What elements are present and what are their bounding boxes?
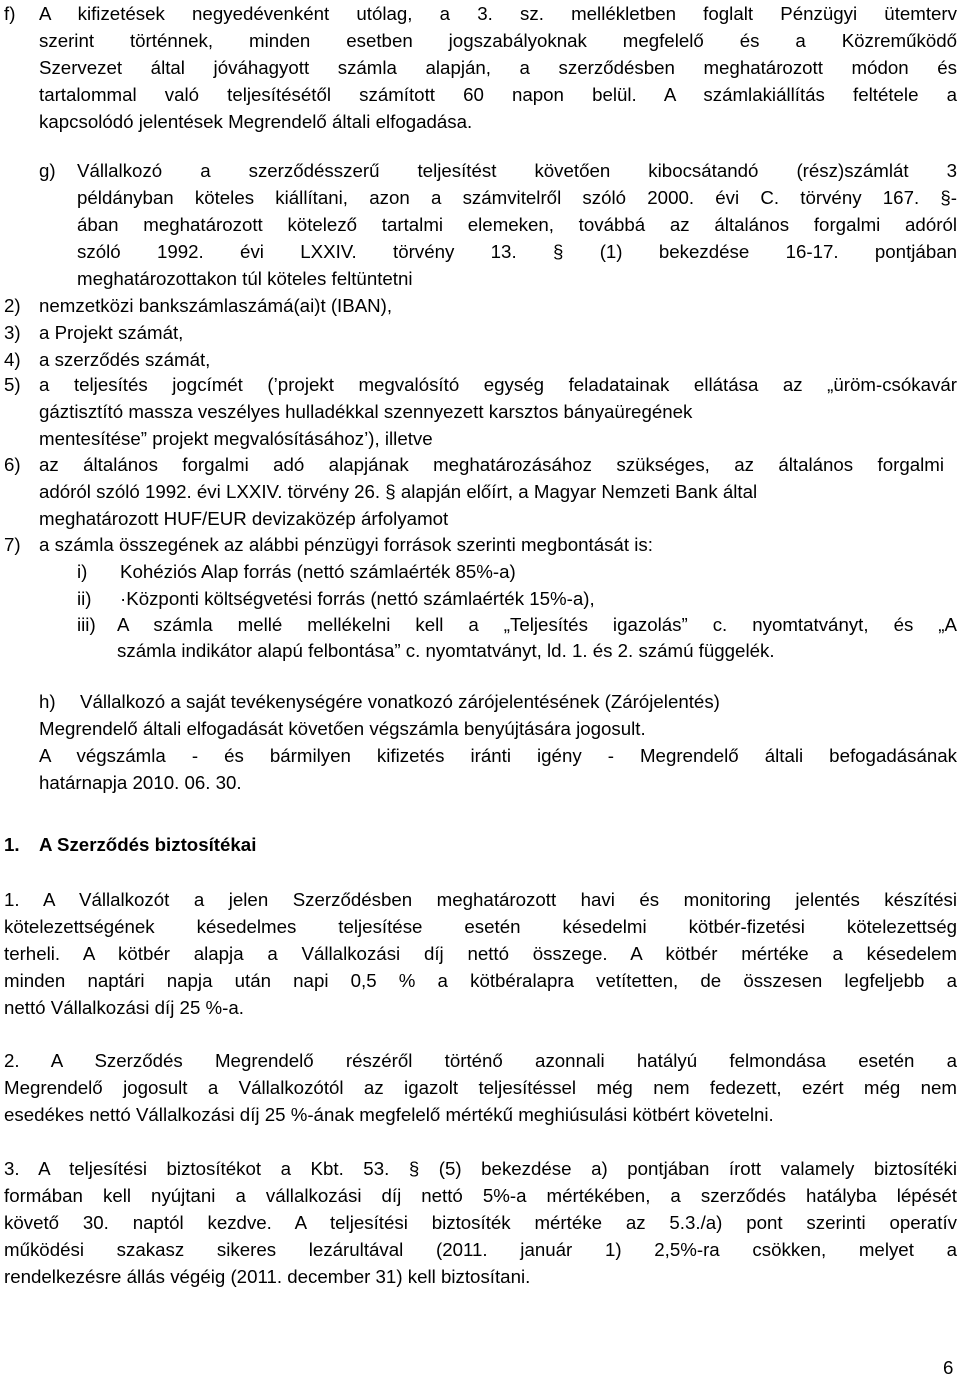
list-item: meghatározott HUF/EUR devizaközép árfolyamot	[39, 508, 449, 529]
text-line: rendelkezésre állás végéig (2011. december 31) kell biztosítani.	[4, 1266, 531, 1287]
list-item: A számla mellé mellékelni kell a „Teljesítés igazolás” c. nyomtatványt, és „A	[117, 614, 957, 635]
text-line: követő 30. naptól kezdve. A teljesítési biztosíték mértéke az 5.3./a) pont szerinti operatív	[4, 1212, 957, 1233]
list-item: a szerződés számát,	[39, 349, 211, 370]
text-line: Szervezet által jóváhagyott számla alapján, a szerződésben meghatározott módon és	[39, 57, 957, 78]
text-line: szóló 1992. évi LXXIV. törvény 13. § (1) bekezdése 16-17. pontjában	[77, 241, 957, 262]
text-line: működési szakasz sikeres lezárultával (2011. január 1) 2,5%-ra csökken, melyet a	[4, 1239, 957, 1260]
list-item: ·Központi költségvetési forrás (nettó számlaérték 15%-a),	[120, 588, 595, 609]
list-number: 7)	[4, 534, 21, 555]
list-number: 2)	[4, 295, 21, 316]
item-g-label: g)	[39, 160, 56, 181]
text-line: 1. A Vállalkozót a jelen Szerződésben meghatározott havi és monitoring jelentés készítési	[4, 889, 957, 910]
text-line: A végszámla - és bármilyen kifizetés iránti igény - Megrendelő általi befogadásának	[39, 745, 957, 766]
list-item: gáztisztító massza veszélyes hulladékkal szennyezett karsztos bányaüregének	[39, 401, 693, 422]
text-line: minden naptári napja után napi 0,5 % a kötbéralapra vetítetten, de összesen legfeljebb a	[4, 970, 957, 991]
text-line: formában kell nyújtani a vállalkozási díj nettó 5%-a mértékében, a szerződés hatályba lépését	[4, 1185, 957, 1206]
list-number: i)	[77, 561, 88, 582]
item-f-label: f)	[4, 3, 16, 24]
page-number: 6	[943, 1357, 954, 1378]
list-item: a számla összegének az alábbi pénzügyi források szerinti megbontását is:	[39, 534, 653, 555]
text-line: kapcsolódó jelentések Megrendelő általi elfogadása.	[39, 111, 473, 132]
text-line: nettó Vállalkozási díj 25 %-a.	[4, 997, 244, 1018]
text-line: esedékes nettó Vállalkozási díj 25 %-ának megfelelő mértékű meghiúsulási kötbért követelni.	[4, 1104, 774, 1125]
list-number: ii)	[77, 588, 92, 609]
list-item: mentesítése” projekt megvalósításához’), illetve	[39, 428, 433, 449]
text-line: 3. A teljesítési biztosítékot a Kbt. 53. § (5) bekezdése a) pontjában írott valamely biztosítéki	[4, 1158, 957, 1179]
text-line: Megrendelő jogosult a Vállalkozótól az igazolt teljesítéssel még nem fedezett, ezért még nem	[4, 1077, 957, 1098]
list-item: nemzetközi bankszámlaszámá(ai)t (IBAN),	[39, 295, 393, 316]
text-line: 2. A Szerződés Megrendelő részéről történő azonnali hatályú felmondása esetén a	[4, 1050, 957, 1071]
list-number: 3)	[4, 322, 21, 343]
item-h-label: h)	[39, 691, 56, 712]
text-line: Vállalkozó a szerződésszerű teljesítést követően kibocsátandó (rész)számlát 3	[77, 160, 957, 181]
text-line: Megrendelő általi elfogadását követően végszámla benyújtására jogosult.	[39, 718, 646, 739]
list-number: iii)	[77, 614, 96, 635]
text-line: példányban köteles kiállítani, azon a számvitelről szóló 2000. évi C. törvény 167. §-	[77, 187, 957, 208]
text-line: tartalommal való teljesítésétől számított 60 napon belül. A számlakiállítás feltétele a	[39, 84, 957, 105]
list-item: Kohéziós Alap forrás (nettó számlaérték 85%-a)	[120, 561, 516, 582]
text-line: terheli. A kötbér alapja a Vállalkozási díj nettó összege. A kötbér mértéke a késedelem	[4, 943, 957, 964]
text-line: Vállalkozó a saját tevékenységére vonatkozó zárójelentésének (Zárójelentés)	[80, 691, 720, 712]
text-line: ában meghatározott kötelező tartalmi elemeken, továbbá az általános forgalmi adóról	[77, 214, 957, 235]
list-item: adóról szóló 1992. évi LXXIV. törvény 26. § alapján előírt, a Magyar Nemzeti Bank által	[39, 481, 758, 502]
list-item: az általános forgalmi adó alapjának meghatározásához szükséges, az általános forgalmi	[39, 454, 944, 475]
text-line: kötelezettségének késedelmes teljesítése esetén késedelmi kötbér-fizetési kötelezettség	[4, 916, 957, 937]
list-number: 5)	[4, 374, 21, 395]
list-item: a teljesítés jogcímét (’projekt megvalósító egység feladatainak ellátása az „üröm-csókavár	[39, 374, 957, 395]
text-line: szerint történnek, minden esetben jogszabályoknak megfelelő és a Közreműködő	[39, 30, 957, 51]
text-line: meghatározottakon túl köteles feltüntetni	[77, 268, 413, 289]
section-title: A Szerződés biztosítékai	[39, 834, 257, 855]
list-item: számla indikátor alapú felbontása” c. nyomtatványt, ld. 1. és 2. számú függelék.	[117, 640, 775, 661]
list-number: 4)	[4, 349, 21, 370]
list-number: 6)	[4, 454, 21, 475]
section-number: 1.	[4, 834, 20, 855]
text-line: határnapja 2010. 06. 30.	[39, 772, 242, 793]
list-item: a Projekt számát,	[39, 322, 184, 343]
text-line: A kifizetések negyedévenként utólag, a 3. sz. mellékletben foglalt Pénzügyi ütemterv	[39, 3, 957, 24]
